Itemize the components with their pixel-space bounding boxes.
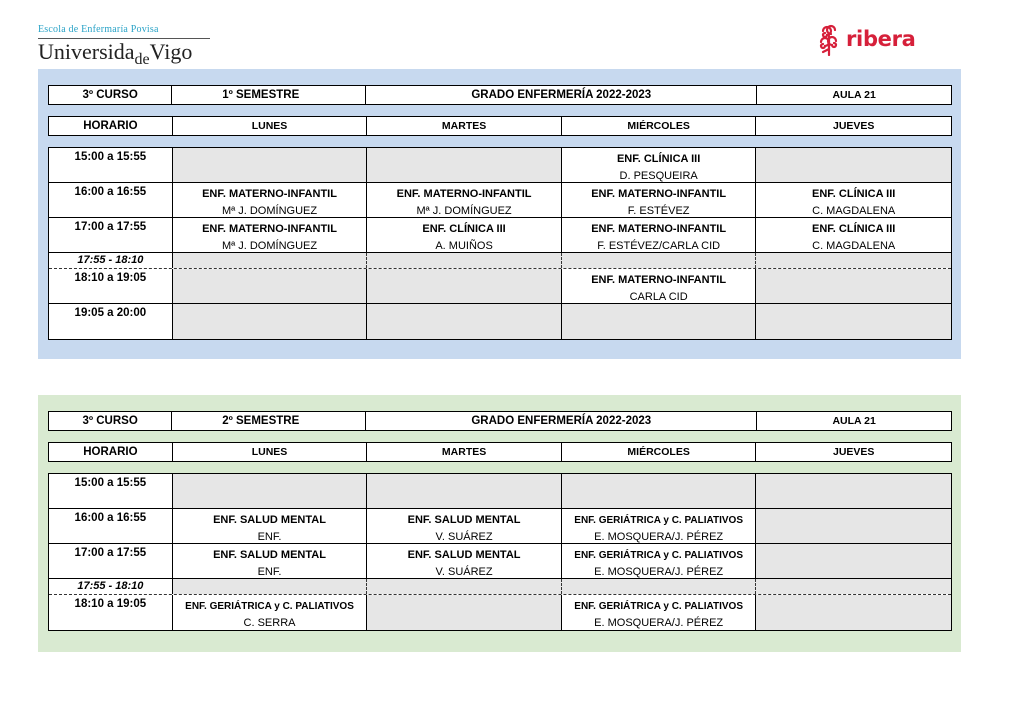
header-martes: MARTES — [367, 117, 562, 135]
empty-cell — [562, 474, 757, 508]
instructor-name: E. MOSQUERA/J. PÉREZ — [594, 531, 724, 543]
time-slot-label: 18:10 a 19:05 — [49, 595, 173, 630]
subject-name: ENF. CLÍNICA III — [812, 188, 896, 200]
instructor-name: C. SERRA — [243, 617, 296, 629]
class-cell — [367, 509, 562, 543]
empty-cell — [367, 304, 562, 339]
instructor-name: F. ESTÉVEZ — [627, 205, 690, 217]
empty-cell — [173, 269, 368, 303]
break-row — [49, 253, 951, 269]
class-cell — [173, 509, 368, 543]
empty-cell — [367, 595, 562, 630]
class-cell — [173, 218, 368, 252]
subject-name: ENF. SALUD MENTAL — [407, 549, 521, 561]
instructor-name: CARLA CID — [629, 291, 688, 303]
subject-name: ENF. SALUD MENTAL — [213, 514, 326, 526]
time-slot-row — [49, 595, 951, 630]
empty-cell — [367, 269, 562, 303]
subject-name: ENF. MATERNO-INFANTIL — [202, 188, 337, 200]
time-slot-row — [49, 509, 951, 544]
instructor-name: C. MAGDALENA — [812, 205, 896, 217]
instructor-name: Mª J. DOMÍNGUEZ — [221, 240, 318, 252]
degree-label: GRADO ENFERMERÍA 2022-2023 — [366, 86, 757, 104]
time-slot-label: 15:00 a 15:55 — [49, 474, 173, 508]
time-slot-row — [49, 269, 951, 304]
instructor-name: A. MUIÑOS — [435, 240, 493, 252]
class-cell — [173, 544, 368, 578]
instructor-name: V. SUÁREZ — [435, 531, 493, 543]
time-slot-label: 18:10 a 19:05 — [49, 269, 173, 303]
class-cell — [756, 218, 951, 252]
empty-cell — [173, 579, 368, 594]
header-martes: MARTES — [367, 443, 562, 461]
class-cell — [367, 544, 562, 578]
semester-label: 1º SEMESTRE — [172, 86, 366, 104]
subject-name: ENF. MATERNO-INFANTIL — [396, 188, 532, 200]
time-slot-label: 15:00 a 15:55 — [49, 148, 173, 182]
class-cell — [173, 183, 368, 217]
time-slot-row — [49, 474, 951, 509]
subject-name: ENF. GERIÁTRICA y C. PALIATIVOS — [574, 601, 743, 612]
subject-name: ENF. SALUD MENTAL — [213, 549, 326, 561]
instructor-name: C. MAGDALENA — [812, 240, 896, 252]
class-cell — [562, 183, 757, 217]
university-name-de: de — [134, 51, 150, 68]
time-slot-label: 19:05 a 20:00 — [49, 304, 173, 339]
schedule-grid — [48, 473, 952, 631]
subject-name: ENF. GERIÁTRICA y C. PALIATIVOS — [185, 601, 354, 612]
instructor-name: ENF. — [257, 566, 282, 578]
empty-cell — [756, 148, 951, 182]
time-slot-row — [49, 218, 951, 253]
subject-name: ENF. CLÍNICA III — [616, 153, 701, 165]
time-slot-label: 16:00 a 16:55 — [49, 509, 173, 543]
empty-cell — [173, 474, 368, 508]
class-cell — [173, 595, 368, 630]
header-horario: HORARIO — [49, 443, 173, 461]
class-cell — [562, 509, 757, 543]
empty-cell — [367, 253, 562, 268]
room-label: AULA 21 — [832, 415, 876, 427]
header-lunes: LUNES — [173, 117, 368, 135]
subject-name: ENF. MATERNO-INFANTIL — [202, 223, 337, 235]
class-cell — [562, 595, 757, 630]
schedule-panel-semester-2 — [38, 395, 961, 652]
school-name: Escola de Enfermaría Povisa — [38, 24, 159, 35]
day-header-bar — [48, 442, 952, 462]
empty-cell — [756, 509, 951, 543]
empty-cell — [756, 304, 951, 339]
university-logo — [38, 24, 210, 67]
schedule-panel-semester-1 — [38, 69, 961, 359]
ribera-swirl-icon — [814, 22, 844, 56]
subject-name: ENF. CLÍNICA III — [812, 223, 896, 235]
instructor-name: Mª J. DOMÍNGUEZ — [221, 205, 318, 217]
subject-name: ENF. MATERNO-INFANTIL — [591, 274, 727, 286]
subject-name: ENF. GERIÁTRICA y C. PALIATIVOS — [574, 515, 743, 526]
subject-name: ENF. MATERNO-INFANTIL — [591, 188, 727, 200]
subject-name: ENF. CLÍNICA III — [422, 223, 506, 235]
subject-name: ENF. MATERNO-INFANTIL — [591, 223, 727, 235]
instructor-name: Mª J. DOMÍNGUEZ — [416, 205, 512, 217]
class-cell — [756, 183, 951, 217]
instructor-name: F. ESTÉVEZ/CARLA CID — [597, 240, 721, 252]
empty-cell — [562, 304, 757, 339]
empty-cell — [367, 579, 562, 594]
empty-cell — [562, 579, 757, 594]
day-header-bar — [48, 116, 952, 136]
schedule-grid — [48, 147, 952, 340]
empty-cell — [756, 269, 951, 303]
empty-cell — [173, 304, 368, 339]
empty-cell — [173, 253, 368, 268]
instructor-name: E. MOSQUERA/J. PÉREZ — [594, 617, 724, 629]
class-cell — [562, 148, 757, 182]
time-slot-row — [49, 148, 951, 183]
empty-cell — [367, 474, 562, 508]
break-row — [49, 579, 951, 595]
university-name-part2: Vigo — [149, 39, 193, 64]
instructor-name: E. MOSQUERA/J. PÉREZ — [594, 566, 724, 578]
instructor-name: D. PESQUEIRA — [619, 170, 698, 182]
empty-cell — [756, 595, 951, 630]
empty-cell — [756, 579, 951, 594]
time-slot-row — [49, 183, 951, 218]
time-slot-row — [49, 544, 951, 579]
empty-cell — [562, 253, 757, 268]
schedule-info-bar — [48, 411, 952, 431]
empty-cell — [756, 544, 951, 578]
degree-label: GRADO ENFERMERÍA 2022-2023 — [366, 412, 757, 430]
header-jueves: JUEVES — [832, 120, 875, 132]
university-name — [38, 40, 210, 67]
instructor-name: ENF. — [257, 531, 282, 543]
header-horario: HORARIO — [49, 117, 173, 135]
semester-label: 2º SEMESTRE — [172, 412, 366, 430]
schedule-info-bar — [48, 85, 952, 105]
subject-name: ENF. GERIÁTRICA y C. PALIATIVOS — [574, 550, 743, 561]
class-cell — [562, 544, 757, 578]
time-slot-label: 17:55 - 18:10 — [49, 579, 173, 594]
empty-cell — [173, 148, 368, 182]
ribera-logo — [814, 22, 916, 56]
class-cell — [367, 183, 562, 217]
course-label: 3º CURSO — [49, 86, 172, 104]
empty-cell — [756, 253, 951, 268]
empty-cell — [367, 148, 562, 182]
instructor-name: V. SUÁREZ — [435, 566, 493, 578]
header-lunes: LUNES — [173, 443, 368, 461]
time-slot-label: 17:55 - 18:10 — [49, 253, 173, 268]
header-miercoles: MIÉRCOLES — [562, 117, 757, 135]
brand-name: ribera — [846, 27, 916, 51]
university-name-part1: Universida — [38, 39, 135, 64]
subject-name: ENF. SALUD MENTAL — [407, 514, 521, 526]
header-miercoles: MIÉRCOLES — [562, 443, 757, 461]
room-label: AULA 21 — [832, 89, 876, 101]
header-jueves: JUEVES — [832, 446, 875, 458]
empty-cell — [756, 474, 951, 508]
class-cell — [367, 218, 562, 252]
class-cell — [562, 218, 757, 252]
time-slot-row — [49, 304, 951, 339]
class-cell — [562, 269, 757, 303]
time-slot-label: 16:00 a 16:55 — [49, 183, 173, 217]
time-slot-label: 17:00 a 17:55 — [49, 544, 173, 578]
time-slot-label: 17:00 a 17:55 — [49, 218, 173, 252]
course-label: 3º CURSO — [49, 412, 172, 430]
